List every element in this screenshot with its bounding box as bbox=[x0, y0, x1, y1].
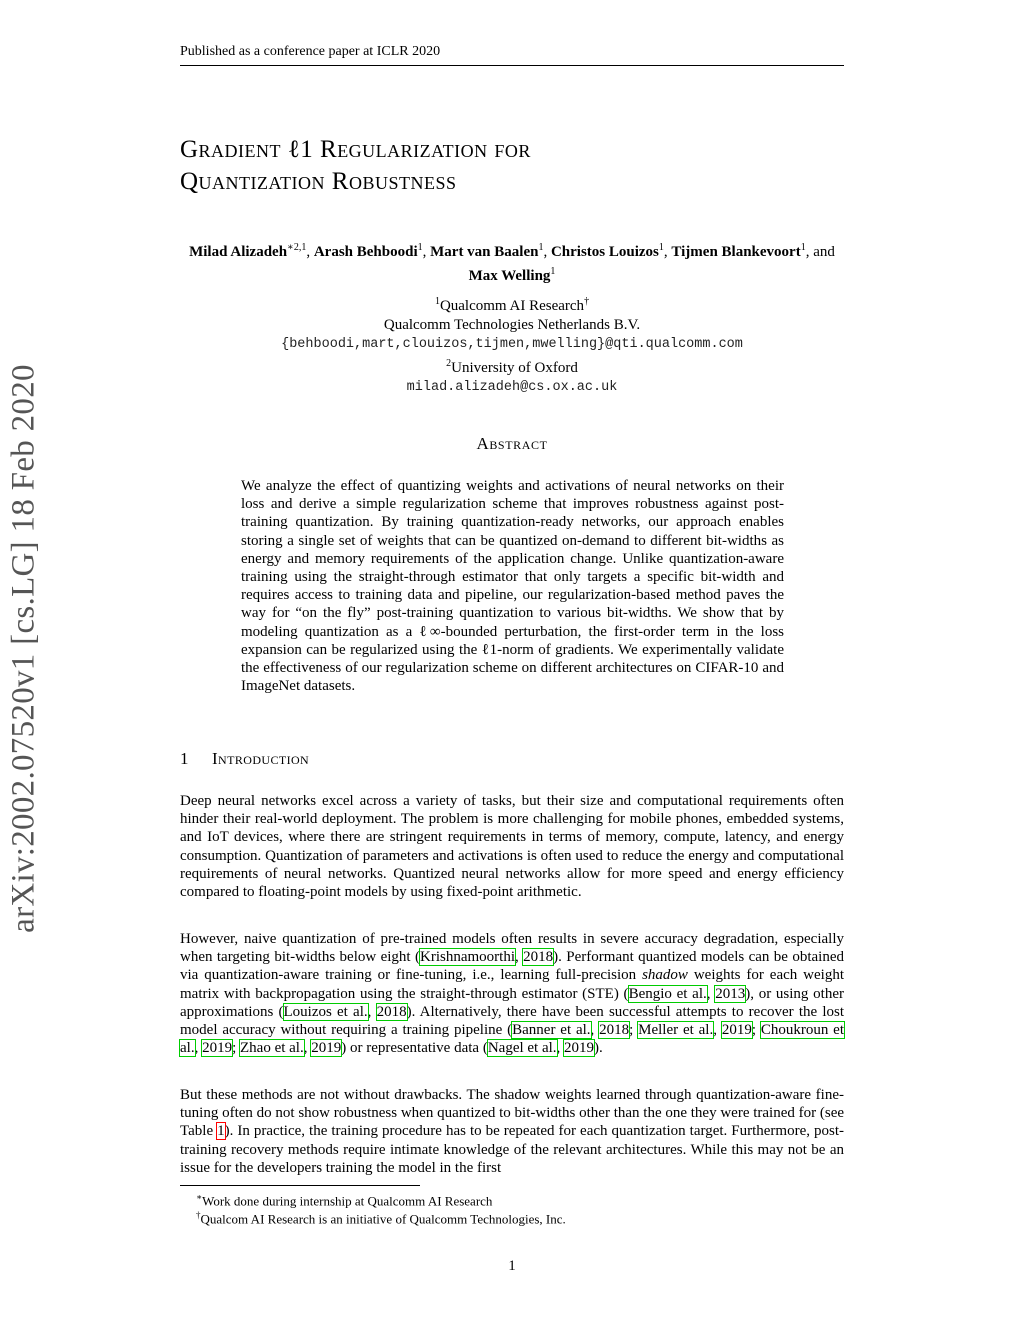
author-affil-mark: 1 bbox=[658, 242, 664, 253]
affil-number: 1 bbox=[434, 296, 440, 307]
affiliation-2 bbox=[180, 354, 844, 378]
text-run: ). bbox=[594, 1040, 603, 1057]
section-title: Introduction bbox=[212, 749, 310, 768]
intro-paragraph-3 bbox=[180, 1086, 844, 1177]
author-name: Mart van Baalen bbox=[430, 244, 539, 260]
citation-author: Banner et al. bbox=[512, 1022, 591, 1039]
citation-link[interactable] bbox=[420, 949, 515, 965]
citation-link[interactable] bbox=[488, 1040, 557, 1056]
citation-year: 2019 bbox=[311, 1040, 342, 1057]
author-name: Tijmen Blankevoort bbox=[671, 244, 801, 260]
text-run: ). Alternatively, there have been successful attempts to recover the lost model accuracy without requiring a training pipeline ( bbox=[180, 1003, 845, 1039]
text-run: ). In practice, the training procedure has to be repeated for each quantization target. Furthermore, post-training recovery methods require intimate knowledge of the relevant architectures. While this may not be an issue for the developers training the model in the first bbox=[180, 1123, 844, 1176]
email-oxford[interactable]: milad.alizadeh@cs.ox.ac.uk bbox=[406, 380, 618, 395]
table-reference-link[interactable]: 1 bbox=[217, 1123, 225, 1140]
citation-link[interactable] bbox=[202, 1040, 232, 1056]
section-heading-introduction bbox=[180, 749, 309, 769]
emphasis-shadow: shadow bbox=[642, 967, 688, 984]
author-name: Milad Alizadeh bbox=[189, 244, 288, 260]
author-name: Arash Behboodi bbox=[313, 244, 418, 260]
section-number: 1 bbox=[180, 749, 189, 768]
citation-link[interactable] bbox=[512, 1022, 590, 1038]
text-run: ) or representative data ( bbox=[341, 1040, 488, 1057]
author-name: Christos Louizos bbox=[550, 244, 659, 260]
abstract-body: We analyze the effect of quantizing weights and activations of neural networks on their loss and derive a simple regularization scheme that improves robustness against post-training quantization. By training quantization-ready networks, our approach enables storing a single set of weights that can be quantized on-demand to different bit-widths as energy and memory requirements of the application change. Unlike quantization-aware training using the straight-through estimator that only targets a specific bit-width and requires access to training data and pipeline, our regularization-based method paves the way for “on the fly” post-training quantization to various bit-widths. We show that by modeling quantization as a ℓ∞-bounded perturbation, the first-order term in the loss expansion can be regularized using the ℓ1-norm of gradients. We experimentally validate the effectiveness of our regularization scheme on different architectures on CIFAR-10 and ImageNet datasets. bbox=[241, 478, 784, 695]
citation-link[interactable] bbox=[240, 1040, 304, 1056]
author-affil-mark: 1 bbox=[800, 242, 806, 253]
citation-author: Nagel et al. bbox=[487, 1040, 557, 1057]
citation-link[interactable] bbox=[722, 1022, 752, 1038]
citation-year: 2019 bbox=[721, 1022, 752, 1039]
affiliation-1-sub: Qualcomm Technologies Netherlands B.V. bbox=[383, 317, 641, 333]
affiliation-1 bbox=[180, 292, 844, 316]
title-line-2: Quantization Robustness bbox=[180, 168, 457, 195]
citation-author: Meller et al. bbox=[638, 1022, 714, 1039]
footnote-mark: † bbox=[196, 1210, 201, 1220]
citation-year: 2013 bbox=[715, 985, 746, 1002]
citation-year: 2019 bbox=[564, 1040, 595, 1057]
author-conjunction: , and bbox=[805, 244, 835, 260]
author-affil-mark: 1 bbox=[538, 242, 544, 253]
citation-author: Bengio et al. bbox=[628, 985, 707, 1002]
page-number: 1 bbox=[508, 1258, 516, 1274]
intro-paragraph-2: However, naive quantization of pre-trained models often results in severe accuracy degradation, especially when targeting bit-widths below eight (Krishnamoorthi, 2018). Performant quantized models can be obtained via quantization-aware training or fine-tuning, i.e., learning full-precision shadow weights for each weight matrix with backpropagation using the straight-through estimator (STE) (Bengio et al., 2013), or using other approximations (Louizos et al., 2018). Alternatively, there have been successful attempts to recover the lost model accuracy without requiring a training pipeline (Banner et al., 2018; Meller et al., 2019; Choukroun et al., 2019; Zhao et al., 2019) or representative data (Nagel et al., 2019). bbox=[180, 931, 845, 1057]
affiliations bbox=[180, 292, 844, 397]
citation-author: Choukroun et al. bbox=[180, 1022, 844, 1057]
footnote-text: Work done during internship at Qualcomm AI Research bbox=[202, 1193, 493, 1209]
citation-year: 2018 bbox=[523, 949, 554, 966]
citation-author: Zhao et al. bbox=[240, 1040, 304, 1057]
affil-org: University of Oxford bbox=[451, 360, 578, 376]
citation-year: 2018 bbox=[599, 1022, 630, 1039]
citation-year: 2019 bbox=[202, 1040, 233, 1057]
citation-link[interactable] bbox=[523, 949, 553, 965]
intro-paragraph-1: Deep neural networks excel across a variety of tasks, but their size and computational requirements often hinder their real-world deployment. The problem is more challenging for mobile phones, embedded systems, and IoT devices, where there are stringent requirements in terms of memory, compute, latency, and energy consumption. Quantization of parameters and activations is often used to reduce the energy and computational requirements of neural networks. Quantized neural networks allow for more speed and energy efficiency compared to floating-point models by using fixed-point arithmetic. bbox=[180, 793, 844, 901]
citation-author: Louizos et al. bbox=[283, 1003, 368, 1020]
citation-link[interactable] bbox=[564, 1040, 594, 1056]
footnote-rule bbox=[180, 1185, 420, 1186]
citation-link[interactable] bbox=[377, 1004, 407, 1020]
footnote-text: Qualcom AI Research is an initiative of Qualcomm Technologies, Inc. bbox=[200, 1211, 566, 1227]
conference-header: Published as a conference paper at ICLR 2020 bbox=[180, 44, 441, 59]
citation-link[interactable] bbox=[284, 1004, 368, 1020]
text-run: However, naive quantization of pre-trained models often results in severe accuracy degradation, especially when targeting bit-widths below eight ( bbox=[180, 931, 844, 966]
citation-author: Krishnamoorthi bbox=[420, 949, 515, 966]
title-line-1: Gradient ℓ1 Regularization for bbox=[180, 136, 531, 163]
text-run: But these methods are not without drawbacks. The shadow weights learned through quantization-aware fine-tuning often do not show robustness when quantized to bit-widths other than the one they were trained for (see Table bbox=[180, 1087, 845, 1140]
citation-link[interactable] bbox=[599, 1022, 629, 1038]
citation-link[interactable] bbox=[715, 986, 745, 1002]
affil-number: 2 bbox=[446, 358, 452, 369]
email-list-qualcomm[interactable]: {behboodi,mart,clouizos,tijmen,mwelling}@qti.qualcomm.com bbox=[281, 337, 743, 352]
abstract-heading: Abstract bbox=[476, 434, 548, 453]
author-affil-mark: 1 bbox=[550, 266, 556, 277]
paper-title bbox=[180, 134, 840, 198]
citation-year: 2018 bbox=[376, 1003, 407, 1020]
text-run: ), or using other approximations ( bbox=[180, 985, 844, 1020]
text-run: ). Performant quantized models can be obtained via quantization-aware training or fine-tuning, i.e., learning full-precision bbox=[180, 949, 845, 984]
arxiv-identifier-stamp: arXiv:2002.07520v1 [cs.LG] 18 Feb 2020 bbox=[5, 364, 42, 933]
author-affil-mark: ∗2,1 bbox=[287, 242, 307, 253]
author-affil-mark: 1 bbox=[417, 242, 423, 253]
author-name: Max Welling bbox=[468, 268, 551, 284]
text-run: weights for each weight matrix with backpropagation using the straight-through estimator (STE) ( bbox=[180, 967, 845, 1002]
citation-link[interactable] bbox=[638, 1022, 713, 1038]
footnote-mark: ∗ bbox=[196, 1192, 203, 1202]
author-list: Milad Alizadeh$^{∗2,1}$, Arash Behboodi$^1$, Mart van Baalen$^1$, Christos Louizos$^1$, Tijmen Blankevoort$^1$, and Max Welling$^1$ bbox=[189, 242, 835, 284]
affil-dagger: † bbox=[584, 296, 590, 307]
citation-link[interactable] bbox=[311, 1040, 341, 1056]
header-rule bbox=[180, 65, 844, 66]
affil-org: Qualcomm AI Research bbox=[439, 298, 585, 314]
citation-link[interactable] bbox=[629, 986, 707, 1002]
footnote-2 bbox=[196, 1207, 566, 1227]
